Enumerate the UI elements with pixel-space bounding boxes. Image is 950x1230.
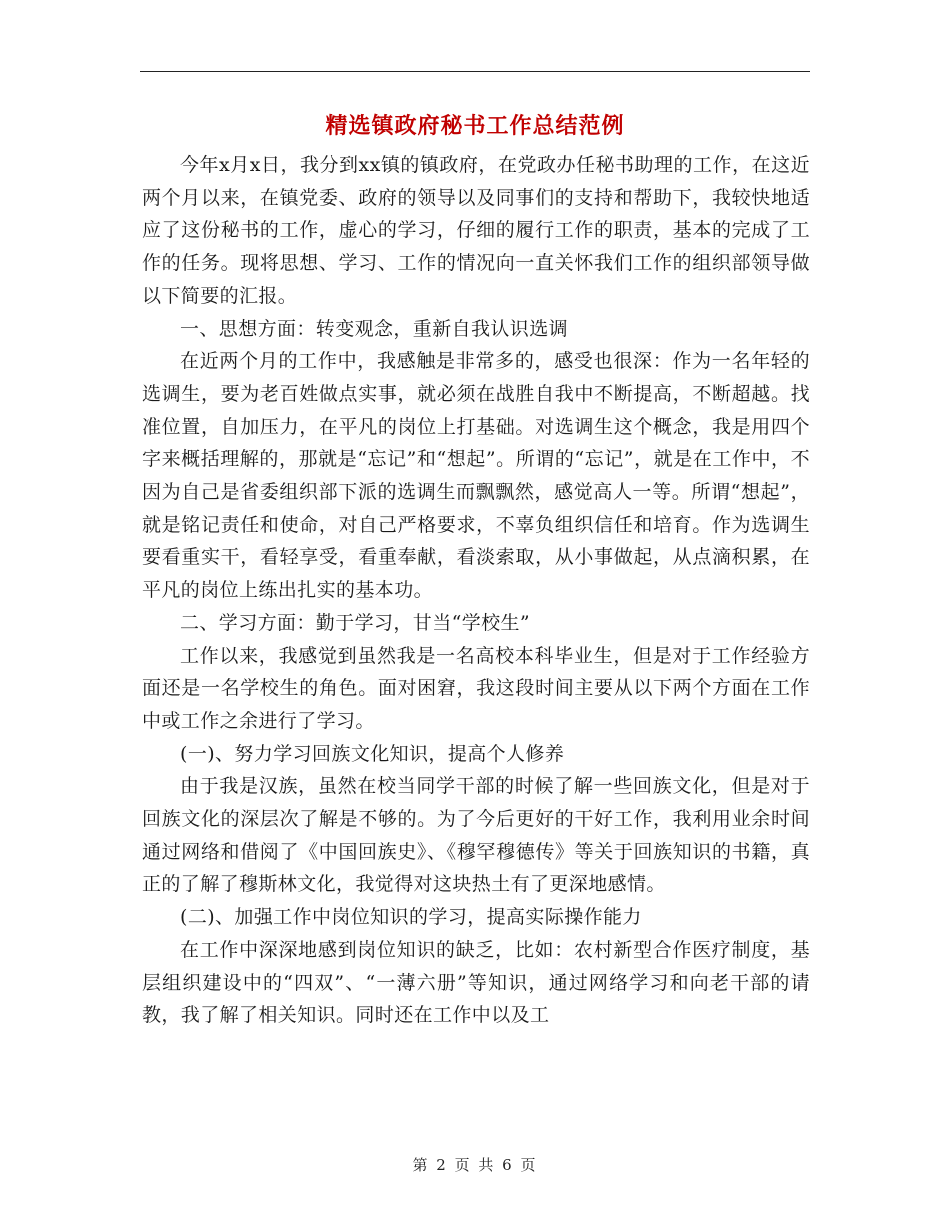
section-heading-study: 二、学习方面：勤于学习，甘当“学校生”	[180, 611, 531, 634]
subsection-heading-knowledge: (二)、加强工作中岗位知识的学习，提高实际操作能力	[180, 906, 642, 929]
subsection-heading-culture: (一)、努力学习回族文化知识，提高个人修养	[180, 742, 565, 765]
document-title: 精选镇政府秘书工作总结范例	[325, 113, 625, 139]
document-body	[142, 149, 810, 1032]
header-rule	[140, 71, 810, 72]
paragraph-thought: 在近两个月的工作中，我感触是非常多的，感受也很深：作为一名年轻的选调生，要为老百姓做点实事，就必须在战胜自我中不断提高，不断超越。找准位置，自加压力，在平凡的岗位上打基础。对选调生这个概念，我是用四个字来概括理解的，那就是“忘记”和“想起”。所谓的“忘记”，就是在工作中，不因为自己是省委组织部下派的选调生而飘飘然，感觉高人一等。所谓“想起”，就是铭记责任和使命，对自己严格要求，不辜负组织信任和培育。作为选调生要看重实干，看轻享受，看重奉献，看淡索取，从小事做起，从点滴积累，在平凡的岗位上练出扎实的基本功。	[142, 350, 810, 602]
paragraph-intro: 今年x月x日，我分到xx镇的镇政府，在党政办任秘书助理的工作，在这近两个月以来，在镇党委、政府的领导以及同事们的支持和帮助下，我较快地适应了这份秘书的工作，虚心的学习，仔细的履行工作的职责，基本的完成了工作的任务。现将思想、学习、工作的情况向一直关怀我们工作的组织部领导做以下简要的汇报。	[142, 154, 810, 307]
section-heading-thought: 一、思想方面：转变观念，重新自我认识选调	[180, 317, 569, 340]
paragraph-study: 工作以来，我感觉到虽然我是一名高校本科毕业生，但是对于工作经验方面还是一名学校生的角色。面对困窘，我这段时间主要从以下两个方面在工作中或工作之余进行了学习。	[142, 644, 810, 732]
paragraph-knowledge: 在工作中深深地感到岗位知识的缺乏，比如：农村新型合作医疗制度，基层组织建设中的“四双”、“一薄六册”等知识，通过网络学习和向老干部的请教，我了解了相关知识。同时还在工作中以及工	[142, 938, 810, 1027]
page-number-footer: 第 2 页 共 6 页	[412, 1156, 538, 1174]
paragraph-culture: 由于我是汉族，虽然在校当同学干部的时候了解一些回族文化，但是对于回族文化的深层次了解是不够的。为了今后更好的干好工作，我利用业余时间通过网络和借阅了《中国回族史》、《穆罕穆德传》等关于回族知识的书籍，真正的了解了穆斯林文化，我觉得对这块热土有了更深地感情。	[142, 775, 810, 896]
